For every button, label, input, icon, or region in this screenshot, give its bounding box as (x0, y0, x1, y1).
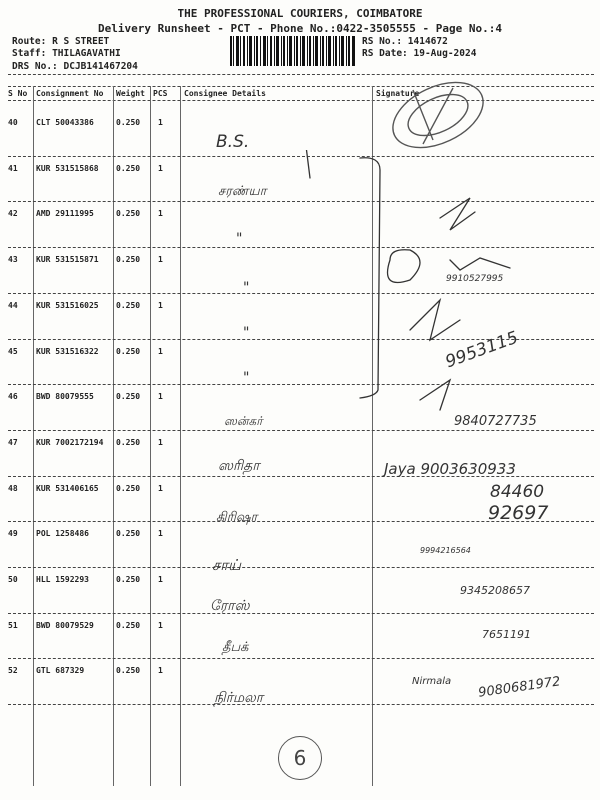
row-pcs: 1 (158, 164, 163, 173)
row-consignment-no: KUR 531515868 (36, 164, 99, 173)
row-consignment-no: KUR 531515871 (36, 255, 99, 264)
row-sno: 49 (8, 529, 18, 538)
ditto-mark-44: " (243, 325, 250, 341)
route-line (12, 36, 109, 47)
row-consignment-no: POL 1258486 (36, 529, 89, 538)
row-weight: 0.250 (116, 438, 141, 447)
row-weight: 0.250 (116, 392, 141, 401)
consignee-handwriting-49: சாய் (212, 556, 242, 574)
col-header-consignee: Consignee Details (184, 89, 266, 98)
rs-no-value: 1414672 (407, 36, 448, 47)
staff-value: THILAGAVATHI (52, 48, 121, 59)
consignee-handwriting-40: B.S. (216, 132, 250, 152)
row-pcs: 1 (158, 118, 163, 127)
column-divider (150, 86, 151, 786)
row-consignment-no: KUR 531516025 (36, 301, 99, 310)
row-sno: 48 (8, 484, 18, 493)
courier-stamp (383, 80, 493, 150)
row-consignment-no: AMD 29111995 (36, 209, 94, 218)
row-consignment-no: HLL 1592293 (36, 575, 89, 584)
row-weight: 0.250 (116, 621, 141, 630)
row-consignment-no: KUR 531516322 (36, 347, 99, 356)
consignee-handwriting-46: ஸன்கர் (224, 414, 263, 428)
consignee-handwriting-41: சரண்யா (218, 184, 267, 199)
consignee-handwriting-50: ரோஸ் (210, 598, 250, 614)
col-header-signature: Signature (376, 89, 420, 98)
col-header-pcs: PCS (153, 89, 168, 98)
rs-date-label: RS Date: (362, 48, 408, 59)
row-sno: 46 (8, 392, 18, 401)
row-consignment-no: BWD 80079529 (36, 621, 94, 630)
row-weight: 0.250 (116, 529, 141, 538)
route-label: Route: (12, 36, 47, 47)
row-pcs: 1 (158, 301, 163, 310)
drs-value: DCJB141467204 (63, 61, 138, 72)
staff-label: Staff: (12, 48, 47, 59)
row-weight: 0.250 (116, 255, 141, 264)
col-header-consignment: Consignment No (36, 89, 104, 98)
row-pcs: 1 (158, 392, 163, 401)
column-header-rule (8, 100, 594, 101)
page-circle-mark: 6 (278, 736, 322, 780)
phone-handwriting-43: 9910527995 (446, 274, 504, 284)
column-divider (113, 86, 114, 786)
phone-handwriting-52: 9080681972 (477, 674, 562, 701)
row-consignment-no: KUR 531406165 (36, 484, 99, 493)
row-pcs: 1 (158, 347, 163, 356)
row-pcs: 1 (158, 666, 163, 675)
row-sno: 42 (8, 209, 18, 218)
row-consignment-no: CLT 50043386 (36, 118, 94, 127)
row-sno: 41 (8, 164, 18, 173)
row-sno: 40 (8, 118, 18, 127)
signature-52: Nirmala (412, 676, 452, 687)
row-weight: 0.250 (116, 575, 141, 584)
row-weight: 0.250 (116, 164, 141, 173)
row-weight: 0.250 (116, 484, 141, 493)
phone-handwriting-48b: 92697 (488, 502, 549, 524)
row-pcs: 1 (158, 255, 163, 264)
rs-date-value: 19-Aug-2024 (413, 48, 477, 59)
row-weight: 0.250 (116, 347, 141, 356)
row-weight: 0.250 (116, 666, 141, 675)
table-top-rule (8, 86, 594, 87)
phone-handwriting-45: 9953115 (442, 327, 521, 373)
row-pcs: 1 (158, 484, 163, 493)
rs-no-line (362, 36, 448, 47)
row-weight: 0.250 (116, 118, 141, 127)
row-pcs: 1 (158, 621, 163, 630)
rs-date-line (362, 48, 476, 59)
consignee-handwriting-47: ஸரிதா (218, 458, 260, 474)
row-pcs: 1 (158, 529, 163, 538)
consignee-handwriting-48: கிரிஷா (216, 510, 258, 525)
consignee-handwriting-52: நிர்மலா (214, 690, 264, 706)
col-header-weight: Weight (116, 89, 145, 98)
runsheet-subtitle: Delivery Runsheet - PCT - Phone No.:0422-3505555 - Page No.:4 (98, 22, 502, 35)
row-weight: 0.250 (116, 209, 141, 218)
phone-handwriting-51: 7651191 (482, 628, 531, 641)
row-pcs: 1 (158, 575, 163, 584)
consignee-handwriting-51: தீபக் (222, 640, 249, 655)
phone-handwriting-50: 9345208657 (460, 584, 530, 597)
row-weight: 0.250 (116, 301, 141, 310)
header-divider (8, 74, 594, 75)
barcode (230, 36, 355, 66)
signature-scribbles (280, 150, 600, 710)
ditto-mark-42: " (236, 231, 243, 247)
route-value: R S STREET (52, 36, 110, 47)
row-sno: 44 (8, 301, 18, 310)
rs-no-label: RS No.: (362, 36, 403, 47)
phone-handwriting-48a: 84460 (490, 482, 545, 502)
row-consignment-no: BWD 80079555 (36, 392, 94, 401)
row-sno: 50 (8, 575, 18, 584)
row-pcs: 1 (158, 438, 163, 447)
row-sno: 45 (8, 347, 18, 356)
staff-line (12, 48, 121, 59)
row-pcs: 1 (158, 209, 163, 218)
signature-47: Jaya 9003630933 (384, 460, 516, 478)
drs-line (12, 61, 138, 72)
col-header-sno: S No (8, 89, 28, 98)
row-sno: 51 (8, 621, 18, 630)
row-consignment-no: KUR 7002172194 (36, 438, 104, 447)
drs-label: DRS No.: (12, 61, 58, 72)
column-divider (180, 86, 181, 786)
ditto-mark-45: " (243, 370, 250, 386)
ditto-mark-43: " (243, 280, 250, 296)
phone-handwriting-46: 9840727735 (454, 414, 537, 429)
row-sno: 47 (8, 438, 18, 447)
row-sno: 43 (8, 255, 18, 264)
row-consignment-no: GTL 687329 (36, 666, 85, 675)
row-sno: 52 (8, 666, 18, 675)
column-divider (33, 86, 34, 786)
phone-handwriting-49: 9994216564 (420, 546, 471, 555)
company-title: THE PROFESSIONAL COURIERS, COIMBATORE (177, 7, 423, 20)
